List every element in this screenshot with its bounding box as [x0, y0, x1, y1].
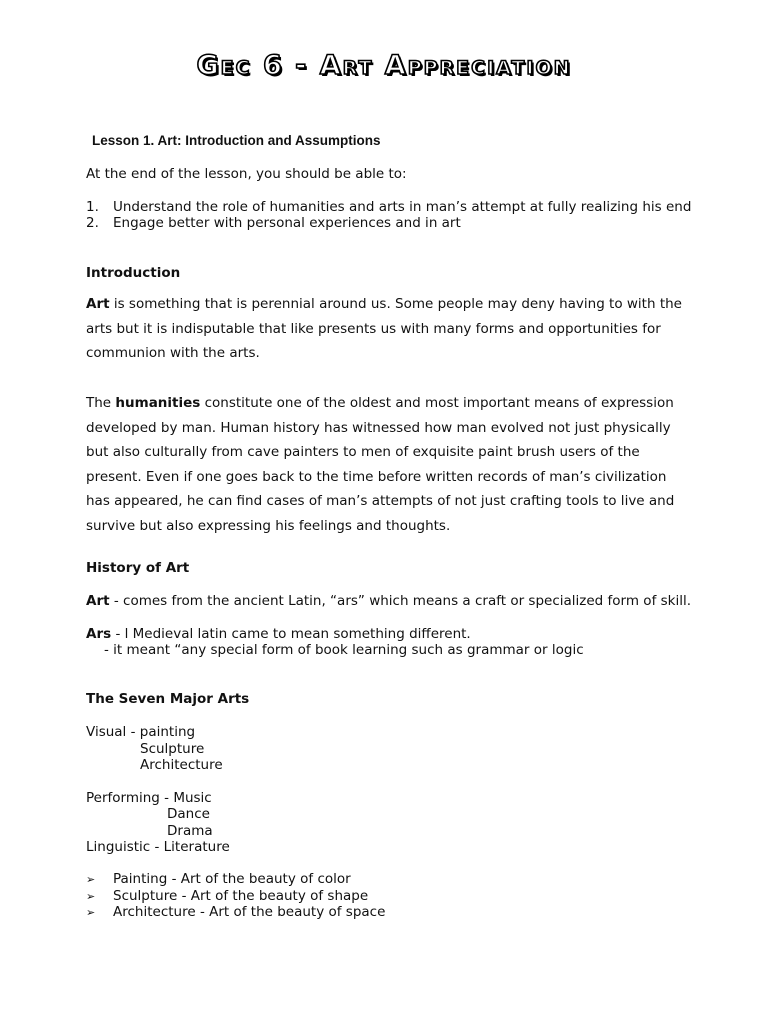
history-heading: History of Art	[86, 560, 190, 576]
humanities-term: humanities	[115, 395, 201, 411]
introduction-p2-start: The	[86, 395, 116, 411]
page-title: Gec 6 - Art Appreciation	[196, 50, 572, 81]
objective-item	[86, 199, 691, 215]
visual-arts-item: Architecture	[140, 757, 223, 773]
bullet-item	[86, 888, 368, 904]
bullet-item	[86, 904, 385, 920]
ars-term: Ars	[86, 626, 112, 642]
objective-text: Engage better with personal experiences and in art	[113, 215, 461, 231]
lesson-heading: Lesson 1. Art: Introduction and Assumptions	[92, 133, 381, 148]
ars-definition-line-2: - it meant “any special form of book learning such as grammar or logic	[104, 642, 584, 658]
visual-arts-label: Visual - painting	[86, 724, 196, 740]
introduction-paragraph-1	[86, 292, 686, 366]
objectives-intro: At the end of the lesson, you should be able to:	[86, 166, 407, 182]
art-term: Art	[86, 593, 110, 609]
arrow-bullet-icon: ➢	[86, 873, 96, 886]
seven-arts-heading: The Seven Major Arts	[86, 691, 250, 707]
performing-arts-item: Drama	[167, 823, 213, 839]
art-definition-text: - comes from the ancient Latin, “ars” which means a craft or specialized form of skill.	[109, 593, 692, 609]
bullet-text: Architecture - Art of the beauty of space	[113, 904, 386, 920]
ars-definition	[86, 626, 471, 642]
bullet-text: Painting - Art of the beauty of color	[113, 871, 351, 887]
visual-arts-item: Sculpture	[140, 741, 205, 757]
introduction-p1-text: is something that is perennial around us. Some people may deny having to with the arts but it is indisputable that like presents us with many forms and opportunities for communion with the arts.	[86, 296, 682, 361]
bullet-item	[86, 871, 351, 887]
art-term: Art	[86, 296, 110, 312]
arrow-bullet-icon: ➢	[86, 906, 96, 919]
performing-arts-label: Performing - Music	[86, 790, 212, 806]
objective-number: 2.	[86, 215, 99, 231]
introduction-paragraph-2	[86, 391, 686, 538]
bullet-text: Sculpture - Art of the beauty of shape	[113, 888, 369, 904]
objective-text: Understand the role of humanities and arts in man’s attempt at fully realizing his end	[113, 199, 692, 215]
linguistic-arts-label: Linguistic - Literature	[86, 839, 230, 855]
objective-item	[86, 215, 461, 231]
arrow-bullet-icon: ➢	[86, 890, 96, 903]
introduction-p2-text: constitute one of the oldest and most important means of expression developed by man. Human history has witnessed how man evolved not just physically but also culturally from cave painters to men of exquisite paint brush users of the present. Even if one goes back to the time before written records of man’s civilization has appeared, he can find cases of man’s attempts of not just crafting tools to live and survive but also expressing his feelings and thoughts.	[86, 395, 675, 534]
ars-definition-text: - l Medieval latin came to mean something different.	[111, 626, 471, 642]
art-definition	[86, 593, 691, 609]
performing-arts-item: Dance	[167, 806, 210, 822]
introduction-heading: Introduction	[86, 265, 181, 281]
objective-number: 1.	[86, 199, 99, 215]
